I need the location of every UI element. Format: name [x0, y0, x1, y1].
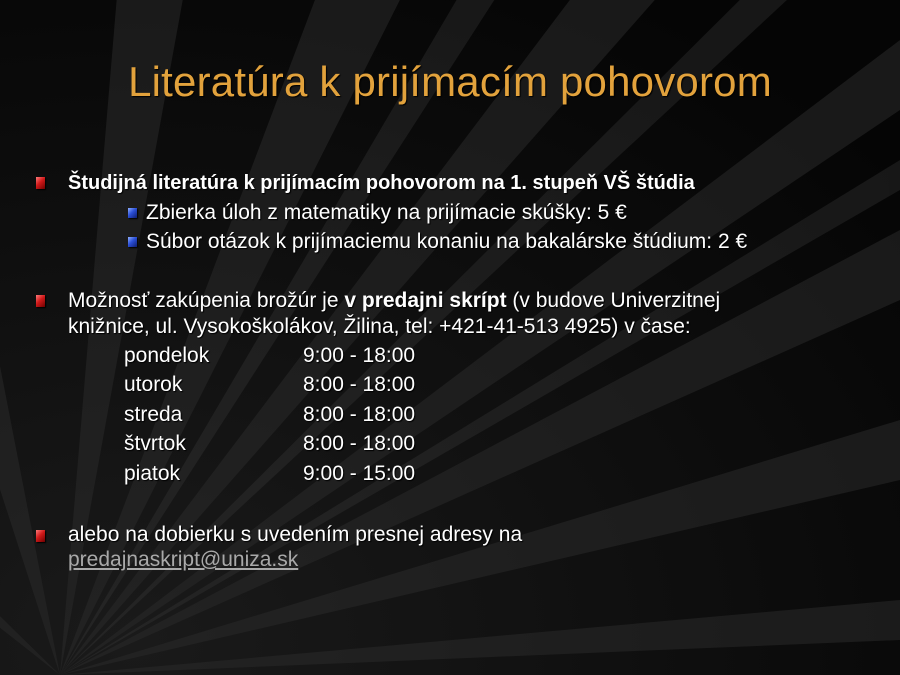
schedule-day: piatok — [124, 462, 181, 485]
schedule-day: utorok — [124, 373, 183, 396]
bullet-marker — [36, 177, 45, 189]
sub-bullet-marker — [128, 237, 137, 247]
bullet-heading: Študijná literatúra k prijímacím pohovorom na 1. stupeň VŠ štúdia — [68, 172, 695, 194]
schedule-hours: 9:00 - 15:00 — [303, 462, 416, 485]
order-info: alebo na dobierku s uvedením presnej adresy na — [68, 523, 523, 546]
schedule-hours: 8:00 - 18:00 — [303, 432, 416, 455]
bullet-marker — [36, 530, 45, 542]
purchase-text-before: Možnosť zakúpenia brožúr je — [68, 289, 345, 312]
schedule-hours: 8:00 - 18:00 — [303, 403, 416, 426]
schedule-day: pondelok — [124, 344, 210, 367]
purchase-location: v predajni skrípt — [344, 289, 507, 312]
schedule-day: štvrtok — [124, 432, 186, 455]
purchase-text-after: (v budove Univerzitnej — [506, 289, 721, 312]
email-link[interactable]: predajnaskript@uniza.sk — [68, 548, 299, 571]
schedule-hours: 8:00 - 18:00 — [303, 373, 416, 396]
purchase-address: knižnice, ul. Vysokoškolákov, Žilina, tel: +421-41-513 4925) v čase: — [68, 315, 691, 338]
schedule-day: streda — [124, 403, 183, 426]
sub-item: Súbor otázok k prijímaciemu konaniu na bakalárske štúdium: 2 € — [146, 230, 748, 253]
slide-title: Literatúra k prijímacím pohovorom — [128, 58, 772, 105]
purchase-info — [68, 288, 720, 314]
schedule-hours: 9:00 - 18:00 — [303, 344, 416, 367]
sub-bullet-marker — [128, 208, 137, 218]
sub-item: Zbierka úloh z matematiky na prijímacie skúšky: 5 € — [146, 201, 627, 224]
bullet-marker — [36, 295, 45, 307]
